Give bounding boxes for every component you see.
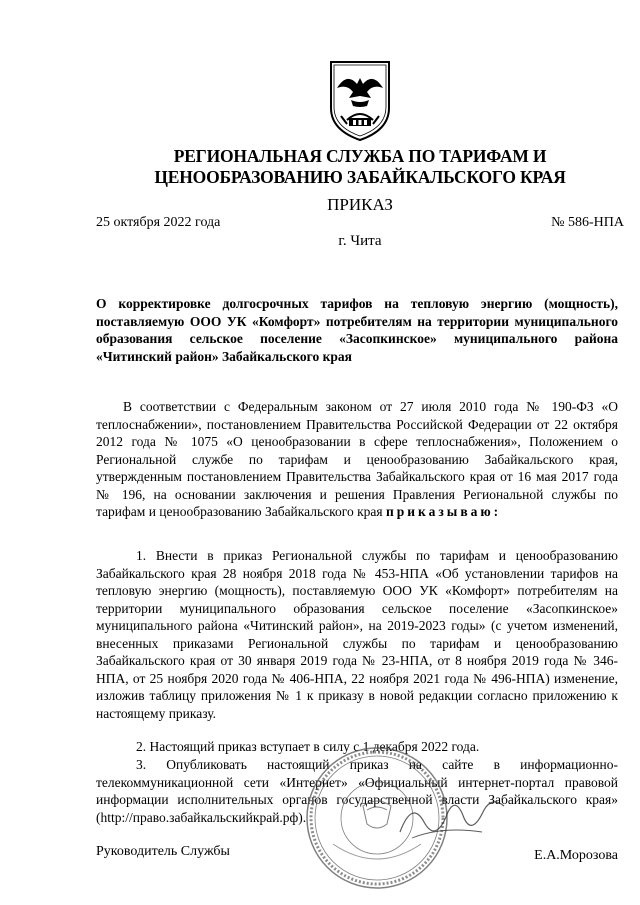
document-subject: О корректировке долгосрочных тарифов на тепловую энергию (мощность), поставляемую ООО УК «Комфорт» потребителям на территории муниципального образования сельское поселение «Засопкинское» муниципального района «Читинский район» Забайкальского края xyxy=(96,296,618,364)
signature-position: Руководитель Службы xyxy=(96,844,230,859)
decree-word: приказываю: xyxy=(385,504,502,519)
preamble-text: В соответствии с Федеральным законом от 27 июля 2010 года № 190-ФЗ «О теплоснабжении», постановлением Правительства Российской Федерации от 22 октября 2012 года № 1075 «О ценообразовании в сфере теплоснабжения», Положением о Региональной службе по тарифам и ценообразованию Забайкальского края, утвержденным постановлением Правительства Забайкальского края от 16 мая 2017 года № 196, на основании заключения и решения Правления Региональной службы по тарифам и ценообразованию Забайкальского края xyxy=(96,399,618,519)
item-2: 2. Настоящий приказ вступает в силу с 1 декабря 2022 года. xyxy=(136,739,480,754)
organization-title-line2: ЦЕНООБРАЗОВАНИЮ ЗАБАЙКАЛЬСКОГО КРАЯ xyxy=(154,167,566,187)
preamble-paragraph xyxy=(96,398,618,521)
document-number: № 586-НПА xyxy=(551,215,624,230)
coat-of-arms-icon xyxy=(327,58,393,142)
item-3: 3. Опубликовать настоящий приказ на сайте в информационно-телекоммуникационной сети «Интернет» «Официальный интернет-портал правовой информации исполнительных органов государственной власти Забайкальского края» (http://право.забайкальскийкрай.рф). xyxy=(96,757,618,825)
handwritten-signature xyxy=(392,782,512,852)
document-city: г. Чита xyxy=(338,233,382,249)
document-type: ПРИКАЗ xyxy=(327,195,393,214)
organization-title-line1: РЕГИОНАЛЬНАЯ СЛУЖБА ПО ТАРИФАМ И xyxy=(173,146,547,166)
organization-title xyxy=(96,146,624,188)
document-date: 25 октября 2022 года xyxy=(96,215,221,230)
signature-name: Е.А.Морозова xyxy=(534,848,618,863)
item-1: 1. Внести в приказ Региональной службы по тарифам и ценообразованию Забайкальского края 28 ноября 2018 года № 453-НПА «Об установлении тарифов на тепловую энергию (мощность), поставляемую ООО УК «Комфорт» потребителям на территории муниципального образования сельское поселение «Засопкинское» муниципального района «Читинский район», на 2019-2023 годы» (с учетом изменений, внесенных приказами Региональной службы по тарифам и ценообразованию Забайкальского края от 30 января 2019 года № 23-НПА, от 8 ноября 2019 года № 346-НПА, от 25 ноября 2020 года № 406-НПА, 22 ноября 2021 года № 496-НПА) изменение, изложив таблицу приложения № 1 к приказу в новой редакции согласно приложению к настоящему приказу. xyxy=(96,548,618,721)
